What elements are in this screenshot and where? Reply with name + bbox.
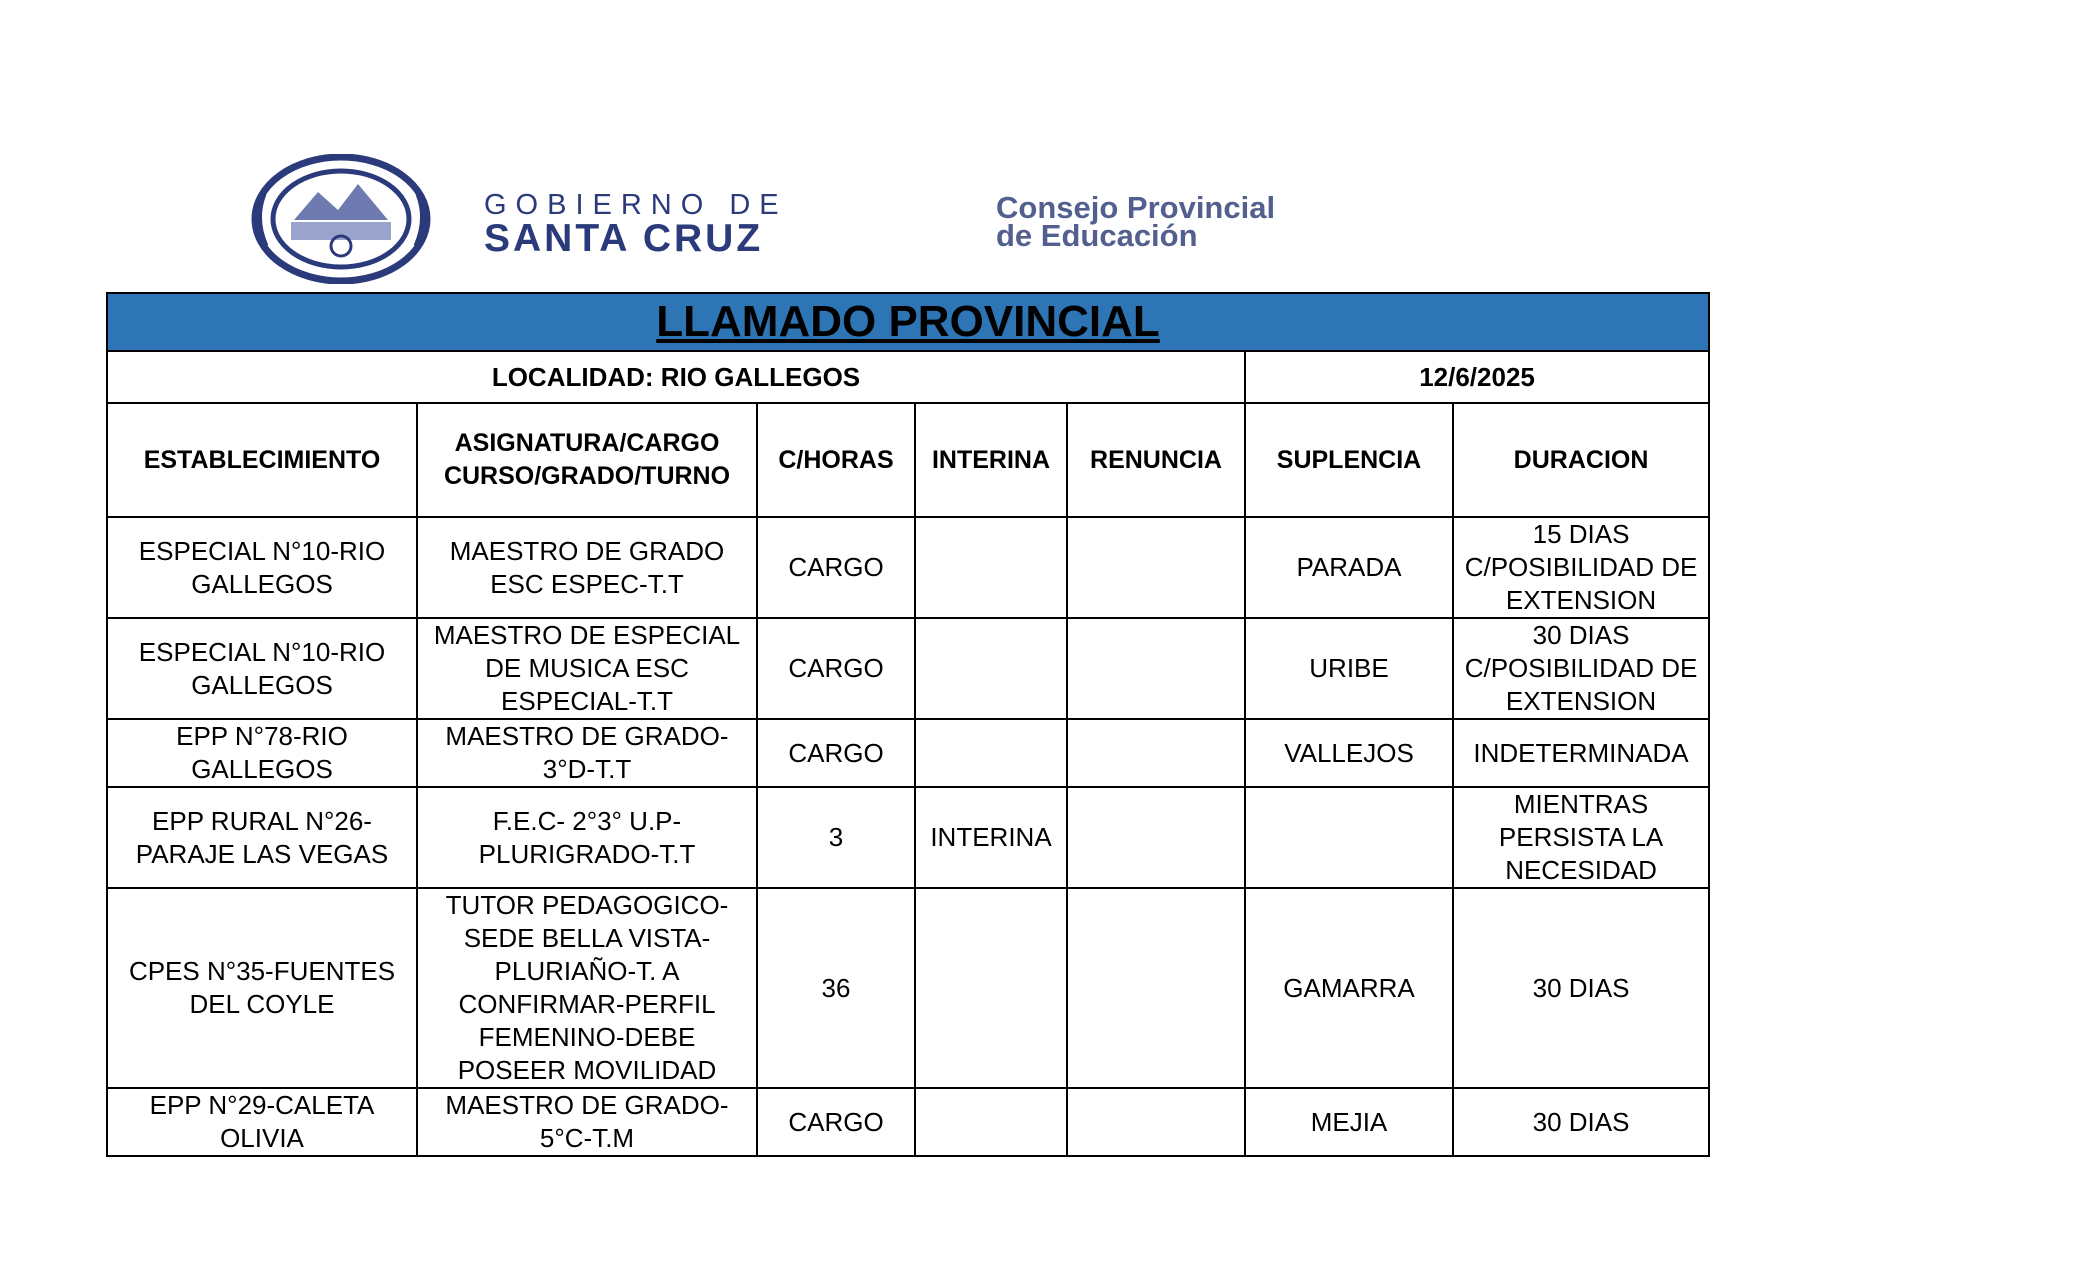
document-header <box>246 154 1426 284</box>
table-row <box>107 787 1709 888</box>
cell-asignatura: MAESTRO DE ESPECIAL DE MUSICA ESC ESPECIAL-T.T <box>417 618 757 719</box>
cell-establecimiento: EPP N°29-CALETA OLIVIA <box>107 1088 417 1156</box>
col-header-establecimiento: ESTABLECIMIENTO <box>107 403 417 517</box>
cell-horas: 3 <box>757 787 915 888</box>
cell-suplencia: URIBE <box>1245 618 1453 719</box>
gov-line2: SANTA CRUZ <box>484 217 764 260</box>
cell-duracion: 15 DIAS C/POSIBILIDAD DE EXTENSION <box>1453 517 1709 618</box>
col-header-interina: INTERINA <box>915 403 1067 517</box>
cell-asignatura: MAESTRO DE GRADO-5°C-T.M <box>417 1088 757 1156</box>
cell-establecimiento: EPP RURAL N°26-PARAJE LAS VEGAS <box>107 787 417 888</box>
cell-suplencia: PARADA <box>1245 517 1453 618</box>
cell-horas: CARGO <box>757 1088 915 1156</box>
cell-suplencia: VALLEJOS <box>1245 719 1453 787</box>
table-row <box>107 517 1709 618</box>
cell-suplencia: GAMARRA <box>1245 888 1453 1088</box>
cell-interina <box>915 719 1067 787</box>
provincial-seal-logo <box>246 154 436 284</box>
cell-renuncia <box>1067 719 1245 787</box>
council-line1: Consejo Provincial <box>996 190 1276 225</box>
date-cell: 12/6/2025 <box>1245 351 1709 403</box>
cell-interina: INTERINA <box>915 787 1067 888</box>
cell-asignatura: MAESTRO DE GRADO-3°D-T.T <box>417 719 757 787</box>
cell-interina <box>915 618 1067 719</box>
locality-row <box>107 351 1709 403</box>
cell-interina <box>915 888 1067 1088</box>
col-header-duracion: DURACION <box>1453 403 1709 517</box>
council-line2: de Educación <box>996 218 1198 253</box>
cell-asignatura: TUTOR PEDAGOGICO-SEDE BELLA VISTA-PLURIAÑO-T. A CONFIRMAR-PERFIL FEMENINO-DEBE POSEER MOVILIDAD <box>417 888 757 1088</box>
vacancy-table <box>106 292 1710 1157</box>
table-row <box>107 719 1709 787</box>
cell-asignatura: F.E.C- 2°3° U.P-PLURIGRADO-T.T <box>417 787 757 888</box>
government-wordmark <box>484 190 788 258</box>
col-header-horas: C/HORAS <box>757 403 915 517</box>
cell-duracion: MIENTRAS PERSISTA LA NECESIDAD <box>1453 787 1709 888</box>
banner-row <box>107 293 1709 351</box>
cell-horas: 36 <box>757 888 915 1088</box>
cell-interina <box>915 1088 1067 1156</box>
cell-renuncia <box>1067 787 1245 888</box>
cell-establecimiento: CPES N°35-FUENTES DEL COYLE <box>107 888 417 1088</box>
cell-duracion: 30 DIAS <box>1453 888 1709 1088</box>
cell-horas: CARGO <box>757 517 915 618</box>
table-row <box>107 1088 1709 1156</box>
banner-title: LLAMADO PROVINCIAL <box>656 297 1160 346</box>
cell-establecimiento: EPP N°78-RIO GALLEGOS <box>107 719 417 787</box>
cell-renuncia <box>1067 618 1245 719</box>
cell-suplencia: MEJIA <box>1245 1088 1453 1156</box>
table-row <box>107 618 1709 719</box>
cell-renuncia <box>1067 517 1245 618</box>
cell-establecimiento: ESPECIAL N°10-RIO GALLEGOS <box>107 618 417 719</box>
cell-renuncia <box>1067 888 1245 1088</box>
cell-horas: CARGO <box>757 618 915 719</box>
cell-asignatura: MAESTRO DE GRADO ESC ESPEC-T.T <box>417 517 757 618</box>
locality-cell: LOCALIDAD: RIO GALLEGOS <box>107 351 1245 403</box>
col-header-renuncia: RENUNCIA <box>1067 403 1245 517</box>
cell-establecimiento: ESPECIAL N°10-RIO GALLEGOS <box>107 517 417 618</box>
cell-duracion: 30 DIAS <box>1453 1088 1709 1156</box>
cell-suplencia <box>1245 787 1453 888</box>
cell-duracion: INDETERMINADA <box>1453 719 1709 787</box>
table-row <box>107 888 1709 1088</box>
banner-cell <box>107 293 1709 351</box>
cell-renuncia <box>1067 1088 1245 1156</box>
col-header-asignatura: ASIGNATURA/CARGO CURSO/GRADO/TURNO <box>417 403 757 517</box>
cell-horas: CARGO <box>757 719 915 787</box>
cell-duracion: 30 DIAS C/POSIBILIDAD DE EXTENSION <box>1453 618 1709 719</box>
col-header-suplencia: SUPLENCIA <box>1245 403 1453 517</box>
gov-line1: GOBIERNO DE <box>484 189 788 221</box>
cell-interina <box>915 517 1067 618</box>
column-header-row <box>107 403 1709 517</box>
council-wordmark <box>996 190 1276 253</box>
